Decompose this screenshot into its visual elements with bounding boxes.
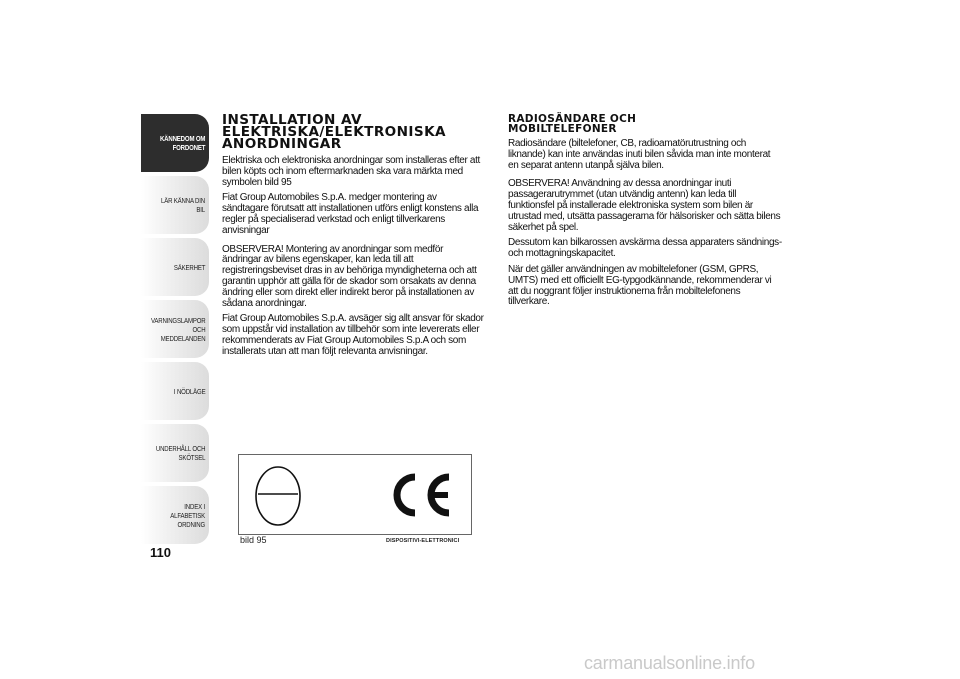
tab-lar-kanna-din-bil[interactable] bbox=[141, 176, 209, 234]
tab-label: SÄKERHET bbox=[173, 262, 205, 272]
tab-i-nodlage[interactable] bbox=[141, 362, 209, 420]
paragraph: Elektriska och elektroniska anordningar som installeras efter att bilen köpts och inom eftermarknaden ska vara märkta med symbolen bild 95 bbox=[222, 155, 480, 188]
tab-label: LÄR KÄNNA DIN BIL bbox=[160, 196, 205, 214]
tab-label: INDEX I ALFABETISK ORDNING bbox=[170, 501, 205, 529]
tab-label: KÄNNEDOM OM FORDONET bbox=[159, 134, 205, 152]
paragraph: OBSERVERA! Användning av dessa anordningar inuti passagerarutrymmet (utan utvändig antenn) kan leda till funktionsfel på installerade elektroniska system som bilen är utrustad med, utsätta passagerarna för hälsorisker och sätta bilens säkerhet på spel. bbox=[508, 178, 781, 233]
left-column bbox=[222, 114, 484, 366]
right-column bbox=[508, 114, 783, 316]
chapter-sidebar bbox=[141, 114, 209, 548]
tab-label: UNDERHÅLL OCH SKÖTSEL bbox=[155, 444, 205, 462]
paragraph: Fiat Group Automobiles S.p.A. avsäger sig allt ansvar för skador som uppstår vid installation av tillbehör som inte levererats eller rekommenderats av Fiat Group Automobiles S.p.A och som installerats utan att man följt relevanta anvisningar. bbox=[222, 313, 484, 357]
section-heading bbox=[508, 114, 783, 134]
e-mark-icon bbox=[253, 463, 303, 529]
figure-95 bbox=[238, 454, 472, 535]
tab-label: I NÖDLÄGE bbox=[173, 386, 205, 396]
paragraph: Fiat Group Automobiles S.p.A. medger montering av sändtagare förutsatt att installationen utförs enligt konstens alla regler på specialiserad verkstad och enligt tillverkarens anvisningar bbox=[222, 192, 479, 236]
tab-index[interactable] bbox=[141, 486, 209, 544]
heading-line: RADIOSÄNDARE OCH bbox=[508, 113, 637, 125]
heading-line: MOBILTELEFONER bbox=[508, 123, 617, 135]
paragraph: Radiosändare (biltelefoner, CB, radioamatörutrustning och liknande) kan inte användas inuti bilen såvida man inte monterat en separat antenn utanpå själva bilen. bbox=[508, 138, 771, 171]
ce-mark-icon bbox=[385, 471, 453, 519]
figure-code: DISPOSITIVI-ELETTRONICI bbox=[386, 538, 460, 544]
paragraph: När det gäller användningen av mobiltelefoner (GSM, GPRS, UMTS) med ett officiellt EG-typgodkännande, rekommenderar vi att du noggrant följer instruktionerna från mobiltelefonens tillverkare. bbox=[508, 263, 772, 308]
section-heading: INSTALLATION AV ELEKTRISKA/ELEKTRONISKA ANORDNINGAR bbox=[222, 112, 446, 152]
tab-underhall-och-skotsel[interactable] bbox=[141, 424, 209, 482]
watermark: carmanualsonline.info bbox=[584, 653, 755, 673]
tab-label: VARNINGSLAMPOR OCH MEDDELANDEN bbox=[150, 315, 205, 343]
page-number: 110 bbox=[150, 545, 171, 560]
tab-kannedom-om-fordonet[interactable] bbox=[141, 114, 209, 172]
figure-caption: bild 95 bbox=[240, 535, 267, 545]
paragraph: OBSERVERA! Montering av anordningar som medför ändringar av bilens egenskaper, kan leda till att registreringsbeviset dras in av behöriga myndigheterna och att garantin upphör att gälla för de skador som orsakats av denna ändring eller som direkt eller indirekt beror på installationen av sådana anordningar. bbox=[222, 243, 477, 309]
tab-sakerhet[interactable] bbox=[141, 238, 209, 296]
paragraph: Dessutom kan bilkarossen avskärma dessa apparaters sändnings- och mottagningskapacitet. bbox=[508, 237, 782, 260]
tab-varningslampor[interactable] bbox=[141, 300, 209, 358]
